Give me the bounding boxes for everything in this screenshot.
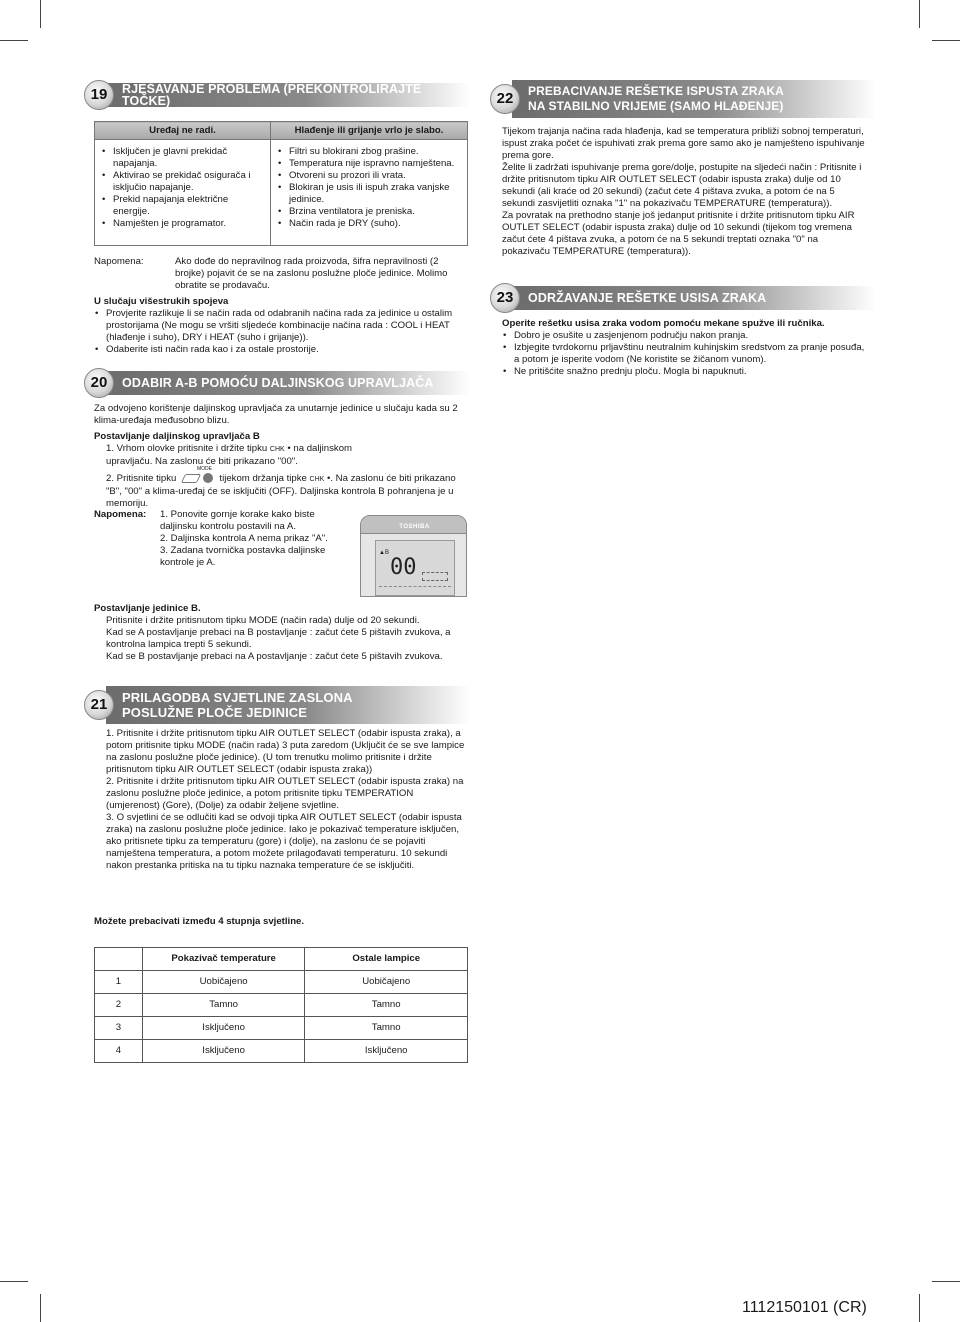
note-label: Napomena: — [94, 256, 144, 267]
list-item: • Temperatura nije ispravno namještena. — [277, 158, 461, 170]
text-block: 3. Zadana tvornička postavka daljinske kontrole je A. — [160, 545, 326, 568]
text-block: Pritisnite i držite pritisnutom tipku MODE (način rada) dulje od 20 sekundi. — [106, 615, 420, 626]
section-21-header — [84, 686, 470, 724]
table-cell: 3 — [95, 1017, 143, 1040]
table-cell: Isključeno — [142, 1017, 305, 1040]
brightness-summary: Možete prebacivati između 4 stupnja svjetline. — [94, 916, 305, 927]
section-title: ODRŽAVANJE REŠETKE USISA ZRAKA — [512, 286, 876, 310]
table-cell: Uobičajeno — [142, 971, 305, 994]
crop-mark — [932, 40, 960, 41]
ab-indicator: ▲B — [379, 550, 389, 556]
step-text: • na daljinskom upravljaču. Na zaslonu će biti prikazano "00". — [106, 443, 353, 467]
list-item: • Dobro je osušite u zasjenjenom području nakon pranja. — [502, 330, 868, 342]
brightness-table — [94, 947, 468, 1063]
chk-label: CHK — [269, 446, 285, 453]
section-number: 22 — [490, 84, 520, 114]
remote-screen — [375, 540, 455, 596]
multi-list — [94, 308, 466, 356]
text-block: 3. O svjetlini će se odlučiti kad se odvoji tipka AIR OUTLET SELECT (odabir ispusta zraka) na zaslonu poslužne ploče jedinice. Iako je pokazivač temperature isključen, ako pritisnete tipku za temperaturu (gore) i (dolje), na zaslonu će se pojaviti namještena temperatura, a potom možete prilagođavati temperaturu. 10 sekundi nakon prestanka pritiska na tu tipku naznaka temperature će se isključiti. — [106, 812, 462, 871]
crop-mark — [919, 1294, 920, 1322]
title-line: PREBACIVANJE REŠETKE ISPUSTA ZRAKA — [528, 84, 784, 98]
list-item: • Namješten je programator. — [101, 218, 264, 230]
pen-icon — [181, 474, 201, 483]
table-cell: Tamno — [142, 994, 305, 1017]
text-block: 1. Pritisnite i držite pritisnutom tipku AIR OUTLET SELECT (odabir ispusta zraka), a potom pritisnite tipku MODE (način rada) 3 puta zaredom (Uključit će se sve lampice na zaslonu poslužne ploče jedinice). (U tom trenutku molimo pritisnite i držite pritisnutom tipku AIR OUTLET SELECT (odabir ispusta zraka)) — [106, 728, 465, 775]
title-line: POSLUŽNE PLOČE JEDINICE — [122, 705, 308, 720]
text-block: Kad se B postavljanje prebaci na A postavljanje : začut ćete 5 pištavih zvukova. — [106, 651, 443, 662]
section-22-header — [490, 80, 876, 118]
brand-logo: TOSHIBA — [399, 524, 430, 530]
list-item: • Blokiran je usis ili ispuh zraka vanjske jedinice. — [277, 182, 461, 206]
step-text: •. Na zaslonu će biti prikazano "B", "00" a klima-uređaj će se isključiti (OFF). Daljinska kontrola B pohranjena je u memoriju. — [106, 473, 456, 509]
text-block: Kad se A postavljanje prebaci na B postavljanje : začut ćete 5 pištavih zvukova, a kontrolna lampica trepti 5 sekundi. — [106, 627, 451, 650]
table-row — [95, 1017, 468, 1040]
list-item: • Prekid napajanja električne energije. — [101, 194, 264, 218]
table-cell: 1 — [95, 971, 143, 994]
table-cell: Tamno — [305, 994, 468, 1017]
table-cell: 2 — [95, 994, 143, 1017]
table-cell: Isključeno — [142, 1040, 305, 1063]
section-number: 20 — [84, 368, 114, 398]
unit-heading: Postavljanje jedinice B. — [94, 603, 201, 614]
list-item: • Aktivirao se prekidač osigurača i isključio napajanje. — [101, 170, 264, 194]
display-digits: 00 — [390, 555, 417, 580]
cause-list — [101, 146, 264, 230]
table-cell: Tamno — [305, 1017, 468, 1040]
grille-list — [502, 330, 868, 378]
text-block: Tijekom trajanja načina rada hlađenja, kad se temperatura približi sobnoj temperaturi, ispust zraka počet će ispuhivati zrak prema gore samo ako je namješteno ispuhivanje prema gore. — [502, 126, 865, 161]
step-text: 1. Vrhom olovke pritisnite i držite tipku — [106, 443, 268, 454]
table-cell: 4 — [95, 1040, 143, 1063]
document-code: 1112150101 (CR) — [742, 1299, 867, 1316]
step-text: 2. Pritisnite tipku — [106, 473, 177, 484]
note-text: Ako dođe do nepravilnog rada proizvoda, šifra nepravilnosti (2 brojke) pojavit će se na zaslonu poslužne ploče jedinice. Molimo obratite se prodavaču. — [175, 256, 448, 291]
remote-control-illustration — [360, 515, 467, 597]
chk-label: CHK — [309, 476, 325, 483]
text-block: 2. Pritisnite i držite pritisnutom tipku AIR OUTLET SELECT (odabir ispusta zraka) na zaslonu poslužne ploče jedinice, a potom pritisnite tipku TEMPERATION (umjerenost) (Gore), (Dolje) za odabir željene svjetline. — [106, 776, 464, 811]
list-item: • Brzina ventilatora je preniska. — [277, 206, 461, 218]
text-block: Želite li zadržati ispuhivanje prema gore/dolje, postupite na sljedeći način : Pritisnite i držite pritisnutom tipku AIR OUTLET SELECT (odabir ispusta zraka) dulje od 10 sekundi (ali kraće od 20 sekundi) (začut ćete 4 pištava zvuka, a potom će na 5 sekundi zasvijetliti oznaka "1" na pokazivaču TEMPERATURE (temperatura)). — [502, 162, 862, 209]
table-header — [95, 948, 143, 971]
intro-text: Za odvojeno korištenje daljinskog upravljača za unutarnje jedinice u slučaju kada su 2 klima-uređaja međusobno blizu. — [94, 403, 458, 426]
table-header: Ostale lampice — [305, 948, 468, 971]
section-number: 23 — [490, 283, 520, 313]
crop-mark — [0, 1281, 28, 1282]
table-header: Uređaj ne radi. — [95, 122, 271, 140]
section-title: RJEŠAVANJE PROBLEMA (PREKONTROLIRAJTE TOČKE) — [106, 83, 470, 107]
crop-mark — [40, 0, 41, 28]
troubleshoot-table — [94, 121, 468, 246]
table-header: Pokazivač temperature — [142, 948, 305, 971]
table-cell: Uobičajeno — [305, 971, 468, 994]
remote-heading: Postavljanje daljinskog upravljača B — [94, 431, 260, 442]
title-line: NA STABILNO VRIJEME (SAMO HLAĐENJE) — [528, 99, 784, 113]
brightness-steps — [106, 728, 468, 872]
text-block: Za povratak na prethodno stanje još jedanput pritisnite i držite pritisnutom tipku AIR OUTLET SELECT (odabir ispusta zraka) dulje od 10 sekundi (tijekom tog vremena začut ćete 4 pištava zvuka, a potom će na 5 sekundi treptati oznaka "0" na pokazivaču TEMPERATURE (temperatura)). — [502, 210, 855, 257]
table-row — [95, 971, 468, 994]
crop-mark — [40, 1294, 41, 1322]
crop-mark — [0, 40, 28, 41]
title-line: PRILAGODBA SVJETLINE ZASLONA — [122, 690, 353, 705]
section-title — [106, 686, 470, 724]
crop-mark — [932, 1281, 960, 1282]
list-item: • Izbjegite tvrdokornu prljavštinu neutralnim kuhinjskim sredstvom za pranje posuđa, a potom je isperite vodom (Ne koristite se žičanom vunom). — [502, 342, 868, 366]
table-header: Hlađenje ili grijanje vrlo je slabo. — [271, 122, 468, 140]
step-text: tijekom držanja tipke — [219, 473, 307, 484]
mode-label: MODE — [197, 466, 212, 472]
note-list — [160, 509, 350, 569]
list-item: • Ne pritišćite snažno prednju ploču. Mogla bi napuknuti. — [502, 366, 868, 378]
multi-heading: U slučaju višestrukih spojeva — [94, 296, 229, 307]
section-title: ODABIR A-B POMOĆU DALJINSKOG UPRAVLJAČA — [106, 371, 470, 395]
list-item: • Odaberite isti način rada kao i za ostale prostorije. — [94, 344, 466, 356]
table-cell: Isključeno — [305, 1040, 468, 1063]
list-item: • Način rada je DRY (suho). — [277, 218, 461, 230]
grille-heading: Operite rešetku usisa zraka vodom pomoću mekane spužve ili ručnika. — [502, 318, 825, 329]
air-outlet-text — [502, 126, 868, 258]
list-item: • Filtri su blokirani zbog prašine. — [277, 146, 461, 158]
step-2 — [106, 473, 468, 510]
mode-button-icon — [203, 473, 213, 483]
note-label: Napomena: — [94, 509, 147, 520]
list-item: • Otvoreni su prozori ili vrata. — [277, 170, 461, 182]
section-23-header — [490, 283, 876, 313]
step-1 — [106, 443, 356, 468]
list-item: • Provjerite razlikuje li se način rada od odabranih načina rada za jedinice u ostalim prostorijama (Ne mogu se vršiti sljedeće kombinacije načina rada : COOL i HEAT (hlađenje i suho), DRY i HEAT (suho i grijanje)). — [94, 308, 466, 344]
section-number: 21 — [84, 690, 114, 720]
crop-mark — [919, 0, 920, 28]
table-row — [95, 1040, 468, 1063]
list-item: • Isključen je glavni prekidač napajanja. — [101, 146, 264, 170]
unit-lines — [106, 615, 468, 663]
section-title — [512, 80, 876, 118]
text-block: 1. Ponovite gornje korake kako biste daljinsku kontrolu postavili na A. — [160, 509, 315, 532]
section-20-header — [84, 368, 470, 398]
text-block: 2. Daljinska kontrola A nema prikaz "A". — [160, 533, 328, 544]
table-row — [95, 994, 468, 1017]
cause-list — [277, 146, 461, 230]
section-19-header — [84, 80, 470, 110]
section-number: 19 — [84, 80, 114, 110]
